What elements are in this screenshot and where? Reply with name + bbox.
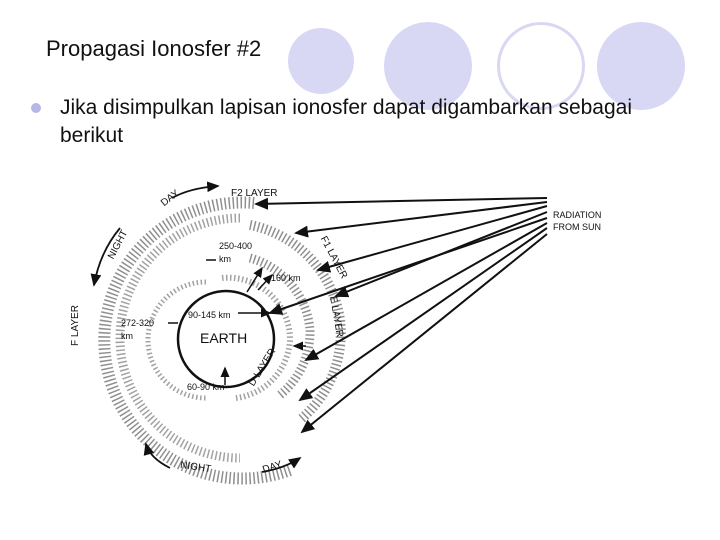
f-layer-label: F LAYER <box>70 305 81 346</box>
slide-title: Propagasi Ionosfer #2 <box>46 36 262 61</box>
radiation-label-2: FROM SUN <box>553 222 601 232</box>
height-f-label-2: km <box>121 331 133 341</box>
f1-layer-label: F1 LAYER <box>317 234 350 281</box>
radiation-lines <box>256 198 547 432</box>
height-f1-label: 160 km <box>271 273 301 283</box>
f2-layer-label: F2 LAYER <box>231 188 278 199</box>
night-label-left: NIGHT <box>106 228 131 262</box>
d-layer-label: D LAYER <box>246 346 279 389</box>
e-layer-label: E LAYER <box>327 295 346 339</box>
height-f2-label-2: km <box>219 254 231 264</box>
bullet-text: Jika disimpulkan lapisan ionosfer dapat digambarkan sebagai berikut <box>60 96 633 147</box>
height-f-label-1: 272-320 <box>121 318 155 328</box>
height-d-label: 60-90 km <box>187 382 225 392</box>
night-label-bottom: NIGHT <box>179 459 212 476</box>
radiation-label-1: RADIATION <box>553 210 602 220</box>
height-e-label: 90-145 km <box>188 310 231 320</box>
earth-label: EARTH <box>200 330 248 346</box>
day-label-top: DAY <box>159 188 182 209</box>
height-f2-label-1: 250-400 <box>219 241 253 251</box>
day-label-bottom: DAY <box>261 459 284 476</box>
